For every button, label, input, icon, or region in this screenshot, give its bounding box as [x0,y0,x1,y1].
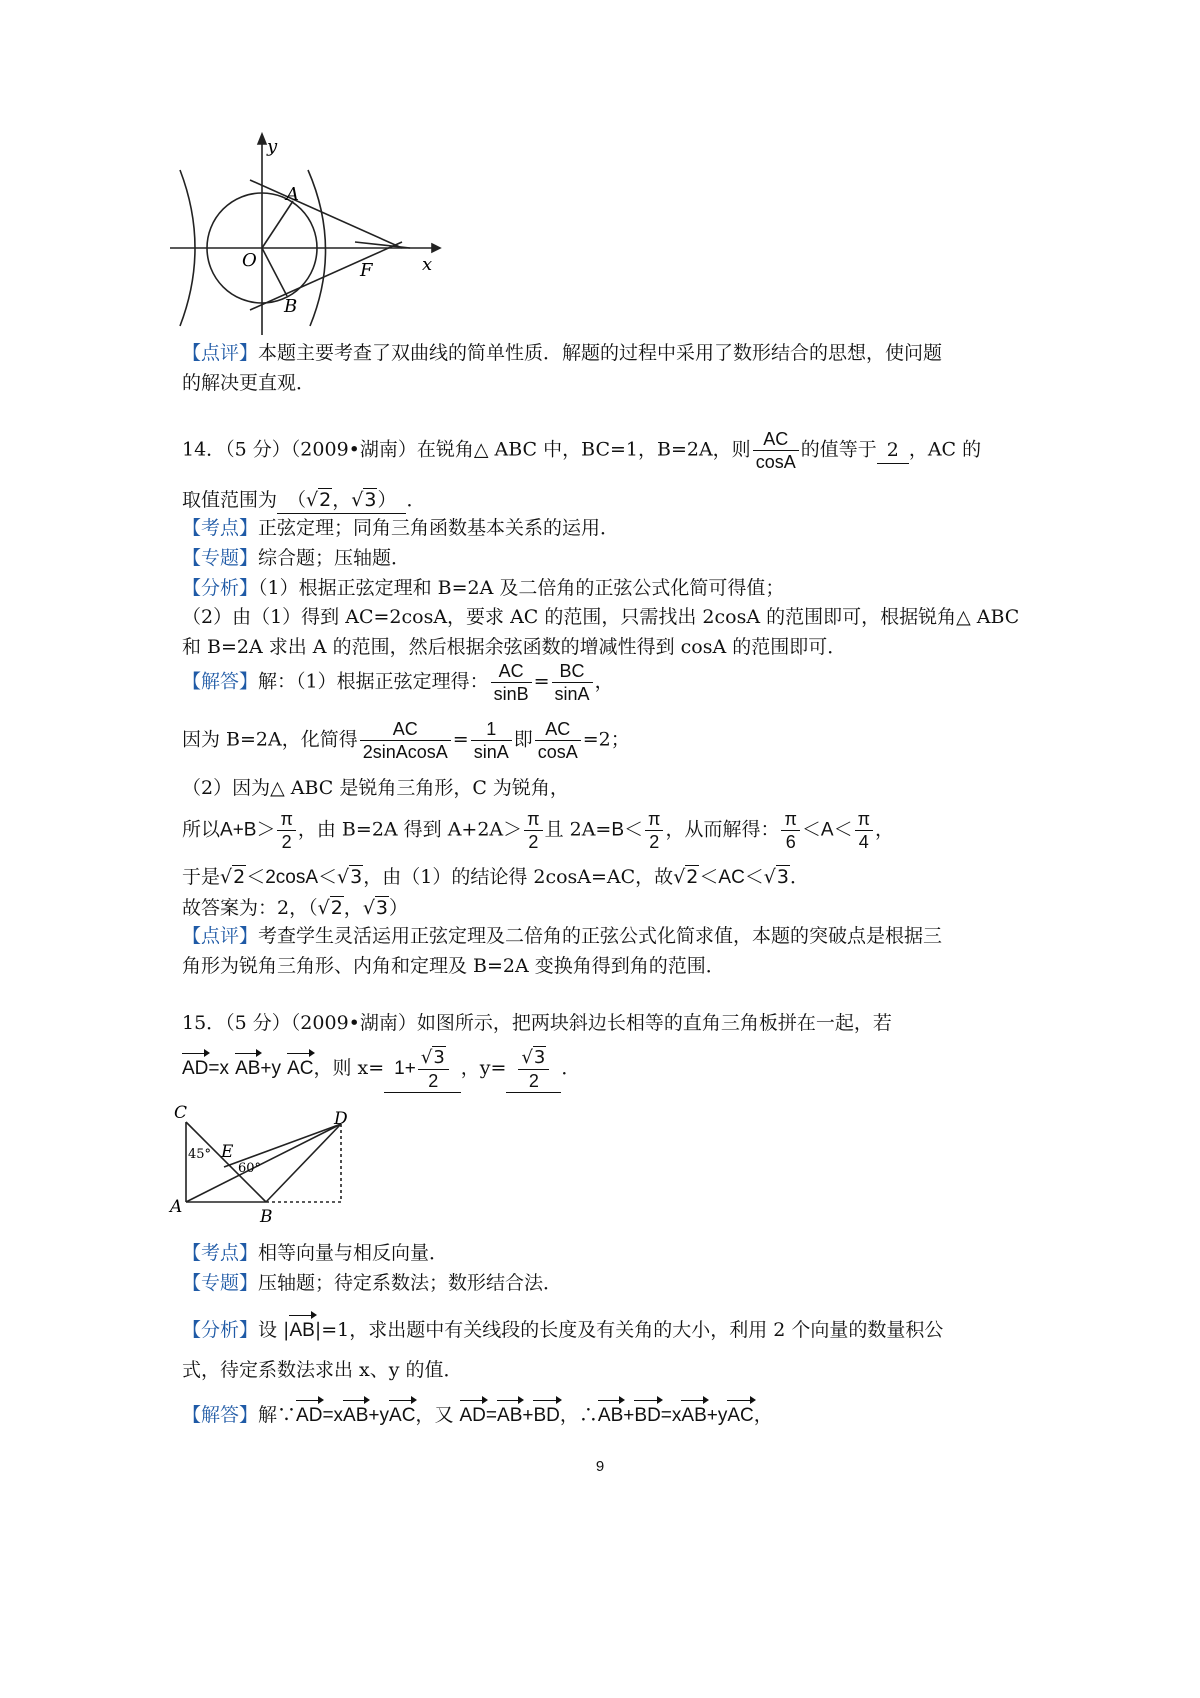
point-a-label-2: A [170,1197,183,1217]
q15-stem-line2: AD=x AB+y AC，则 x= 1+ $\frac{√3}{2}$ ，y= $\frac{√3}{2}$ ． [182,1047,581,1091]
q14-zhuanti: 【专题】综合题；压轴题． [182,547,411,569]
q14-kaodian: 【考点】正弦定理；同角三角函数基本关系的运用． [182,517,620,539]
axis-x-label: x [422,254,433,275]
comment-13-line1: 【点评】本题主要考查了双曲线的简单性质．解题的过程中采用了数形结合的思想，使问题 [182,342,943,364]
q14-jieda1: 【解答】解：（1）根据正弦定理得： $\frac{AC}{\sin B}$ = $\frac{BC}{\sin A}$ ， [182,661,614,704]
point-o-label: O [242,250,257,271]
q15-fenxi2: 式，待定系数法求出 x、y 的值． [182,1359,463,1381]
page-number: 9 [595,1458,605,1475]
q14-jieda2: 因为 B=2A，化简得 $\frac{AC}{\text{2sinAcosA}}$ = $\frac{1}{\sin A}$ 即 $\frac{AC}{\cos A}$ =2； [182,719,630,762]
q14-fenxi1: 【分析】（1）根据正弦定理和 B=2A 及二倍角的正弦公式化简可得值； [182,577,785,599]
q14-dianping2: 角形为锐角三角形、内角和定理及 B=2A 变换角得到角的范围． [182,955,725,977]
point-f-label: F [360,260,373,281]
point-a-label: A [286,184,299,205]
q15-stem-line1: 15．（5 分）（2009•湖南）如图所示，把两块斜边长相等的直角三角板拼在一起，若 [182,1012,892,1034]
q15-fenxi1: 【分析】设 |AB|=1，求出题中有关线段的长度及有关角的大小，利用 2 个向量的数量积公 [182,1317,943,1344]
answer-blank-x: 1+ $\frac{√3}{2}$ [384,1046,461,1093]
point-c-label: C [174,1103,188,1123]
point-e-label: E [221,1142,234,1162]
point-b-label-2: B [260,1207,273,1227]
hyperbola-figure [170,130,470,340]
angle-60-label: 60° [238,1161,262,1176]
q14-dianping1: 【点评】考查学生灵活运用正弦定理及二倍角的正弦公式化简求值，本题的突破点是根据三 [182,925,943,947]
answer-blank-y: $\frac{√3}{2}$ [506,1046,561,1093]
point-b-label: B [284,296,298,317]
q14-fenxi3: 和 B=2A 求出 A 的范围，然后根据余弦函数的增减性得到 cosA 的范围即可． [182,636,847,658]
q15-jieda: 【解答】解∵AD=xAB+yAC，又 AD=AB+BD，∴AB+BD=xAB+yAC， [182,1402,773,1429]
q14-stem-line2: 取值范围为 （√2，√3） ． [182,487,425,514]
q14-jieda3: （2）因为△ ABC 是锐角三角形，C 为锐角， [182,777,569,799]
comment-13-line2: 的解决更直观． [182,372,316,394]
q14-fenxi2: （2）由（1）得到 AC=2cosA，要求 AC 的范围，只需找出 2cosA 的范围即可，根据锐角△ ABC [182,606,1020,628]
q14-answer: 故答案为：2，（√2，√3） [182,897,409,919]
q14-jieda4: 所以A+B＞ $\frac{\pi}{2}$ ，由 B=2A 得到 A+2A＞ $\frac{\pi}{2}$ 且 2A=B＜ $\frac{\pi}{2}$ ，从而解得： $\frac{\pi}{6}$ ＜A＜ $\frac{\pi}{4}$ ， [182,809,895,852]
answer-blank-1: 2 [877,437,909,464]
point-d-label: D [334,1109,348,1129]
q15-zhuanti: 【专题】压轴题；待定系数法；数形结合法． [182,1272,563,1294]
q14-stem-line1: 14．（5 分）（2009•湖南）在锐角△ ABC 中，BC=1，B=2A，则 $\frac{AC}{\cos A}$ 的值等于 2 ，AC 的 [182,429,982,472]
angle-45-label: 45° [188,1147,212,1162]
q15-kaodian: 【考点】相等向量与相反向量． [182,1242,449,1264]
q14-jieda5: 于是√2＜2cosA＜√3，由（1）的结论得 2cosA=AC，故√2＜AC＜√3． [182,866,810,888]
triangles-figure [166,1102,386,1232]
axis-y-label: y [267,136,278,157]
answer-blank-2: （√2，√3） [277,487,406,514]
